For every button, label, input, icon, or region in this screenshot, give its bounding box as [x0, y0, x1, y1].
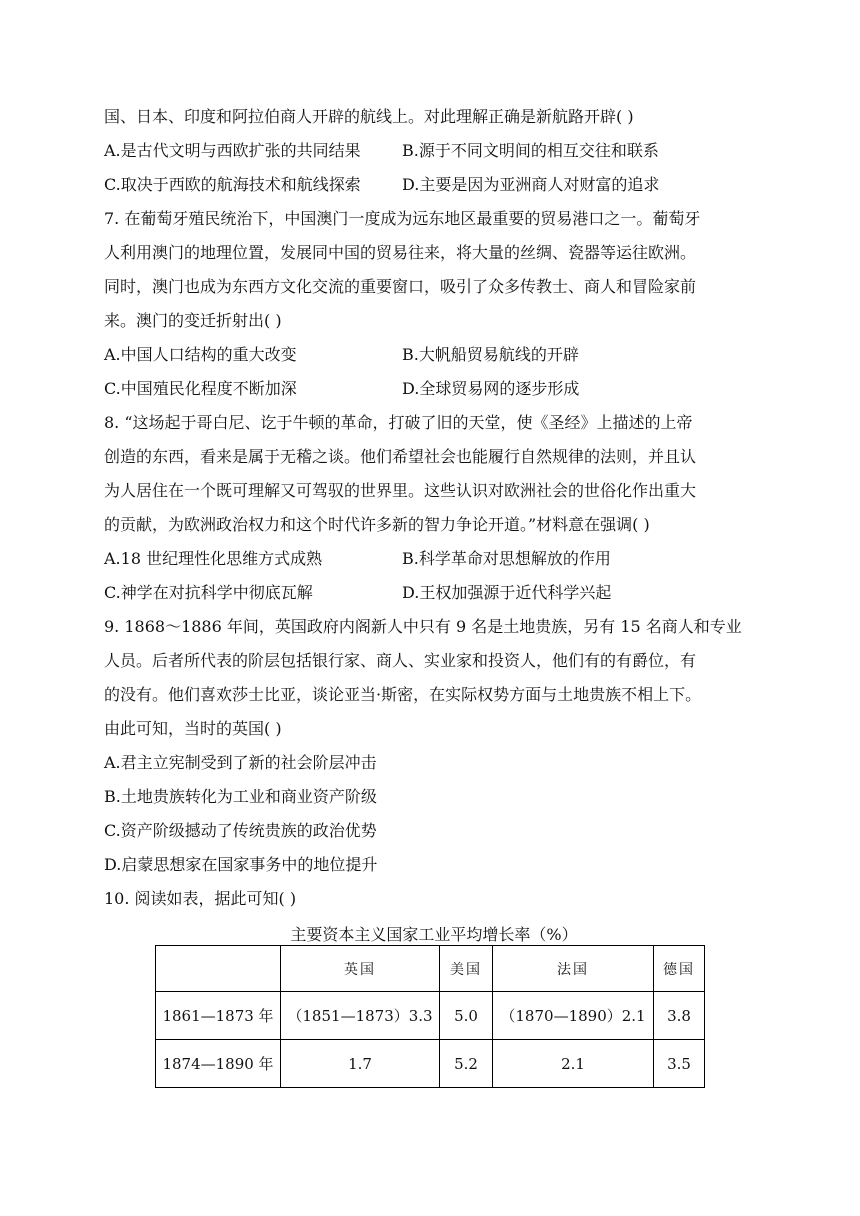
q9-stem-line-3: 的没有。他们喜欢莎士比亚，谈论亚当·斯密，在实际权势方面与土地贵族不相上下。 — [104, 685, 702, 704]
table-row — [156, 1040, 705, 1088]
q8-option-d[interactable]: D.王权加强源于近代科学兴起 — [402, 583, 612, 602]
q8-option-c[interactable]: C.神学在对抗科学中彻底瓦解 — [104, 583, 313, 602]
q6-option-b[interactable]: B.源于不同文明间的相互交往和联系 — [402, 141, 659, 160]
q9-option-a[interactable]: A.君主立宪制受到了新的社会阶层冲击 — [104, 753, 377, 772]
q7-stem-line-4: 来。澳门的变迁折射出( ) — [104, 311, 282, 330]
q9-stem-line-4: 由此可知，当时的英国( ) — [104, 719, 282, 738]
q8-option-a[interactable]: A.18 世纪理性化思维方式成熟 — [104, 549, 323, 568]
q9-stem-line-1: 9. 1868～1886 年间，英国政府内阁新人中只有 9 名是土地贵族，另有 15 名商人和专业 — [104, 617, 742, 636]
table-header-row — [156, 946, 705, 992]
q7-stem-line-3: 同时，澳门也成为东西方文化交流的重要窗口，吸引了众多传教士、商人和冒险家前 — [104, 277, 697, 296]
cell-france: （1870—1890）2.1 — [493, 992, 654, 1040]
q7-option-c[interactable]: C.中国殖民化程度不断加深 — [104, 379, 297, 398]
q9-option-d[interactable]: D.启蒙思想家在国家事务中的地位提升 — [104, 855, 378, 874]
cell-germany: 3.8 — [654, 992, 705, 1040]
q8-options-row1 — [104, 542, 764, 576]
q6-options-row1 — [104, 134, 764, 168]
row-period: 1874—1890 年 — [156, 1040, 281, 1088]
q7-options-row2 — [104, 372, 764, 406]
cell-france: 2.1 — [493, 1040, 654, 1088]
q7-stem-line-1: 7. 在葡萄牙殖民统治下，中国澳门一度成为远东地区最重要的贸易港口之一。葡萄牙 — [104, 209, 701, 228]
header-cell-blank — [156, 946, 281, 992]
header-cell-britain: 英国 — [281, 946, 440, 992]
header-cell-germany: 德国 — [654, 946, 705, 992]
exam-page — [104, 100, 764, 952]
q9-option-b[interactable]: B.土地贵族转化为工业和商业资产阶级 — [104, 787, 377, 806]
q6-option-c[interactable]: C.取决于西欧的航海技术和航线探索 — [104, 175, 361, 194]
q7-option-d[interactable]: D.全球贸易网的逐步形成 — [402, 379, 580, 398]
q7-option-b[interactable]: B.大帆船贸易航线的开辟 — [402, 345, 579, 364]
q7-stem-line-2: 人利用澳门的地理位置，发展同中国的贸易往来，将大量的丝绸、瓷器等运往欧洲。 — [104, 243, 697, 262]
q8-stem-line-4: 的贡献，为欧洲政治权力和这个时代许多新的智力争论开道。”材料意在强调( ) — [104, 515, 650, 534]
growth-rate-table — [155, 945, 705, 1088]
q7-option-a[interactable]: A.中国人口结构的重大改变 — [104, 345, 297, 364]
q8-option-b[interactable]: B.科学革命对思想解放的作用 — [402, 549, 611, 568]
cell-usa: 5.2 — [440, 1040, 493, 1088]
q6-option-d[interactable]: D.主要是因为亚洲商人对财富的追求 — [402, 175, 660, 194]
table-caption: 主要资本主义国家工业平均增长率（%） — [290, 925, 578, 944]
q6-stem-tail: 国、日本、印度和阿拉伯商人开辟的航线上。对此理解正确是新航路开辟( ) — [104, 107, 634, 126]
q9-stem-line-2: 人员。后者所代表的阶层包括银行家、商人、实业家和投资人，他们有的有爵位，有 — [104, 651, 697, 670]
table-row — [156, 992, 705, 1040]
q8-stem-line-2: 创造的东西，看来是属于无稽之谈。他们希望社会也能履行自然规律的法则，并且认 — [104, 447, 697, 466]
q8-stem-line-3: 为人居住在一个既可理解又可驾驭的世界里。这些认识对欧洲社会的世俗化作出重大 — [104, 481, 697, 500]
cell-britain: 1.7 — [281, 1040, 440, 1088]
cell-britain: （1851—1873）3.3 — [281, 992, 440, 1040]
q10-stem: 10. 阅读如表，据此可知( ) — [104, 889, 297, 908]
header-cell-france: 法国 — [493, 946, 654, 992]
q7-options-row1 — [104, 338, 764, 372]
q9-option-c[interactable]: C.资产阶级撼动了传统贵族的政治优势 — [104, 821, 377, 840]
q6-option-a[interactable]: A.是古代文明与西欧扩张的共同结果 — [104, 141, 361, 160]
header-cell-usa: 美国 — [440, 946, 493, 992]
q8-options-row2 — [104, 576, 764, 610]
cell-germany: 3.5 — [654, 1040, 705, 1088]
row-period: 1861—1873 年 — [156, 992, 281, 1040]
cell-usa: 5.0 — [440, 992, 493, 1040]
q6-options-row2 — [104, 168, 764, 202]
q8-stem-line-1: 8. “这场起于哥白尼、讫于牛顿的革命，打破了旧的天堂，使《圣经》上描述的上帝 — [104, 413, 693, 432]
